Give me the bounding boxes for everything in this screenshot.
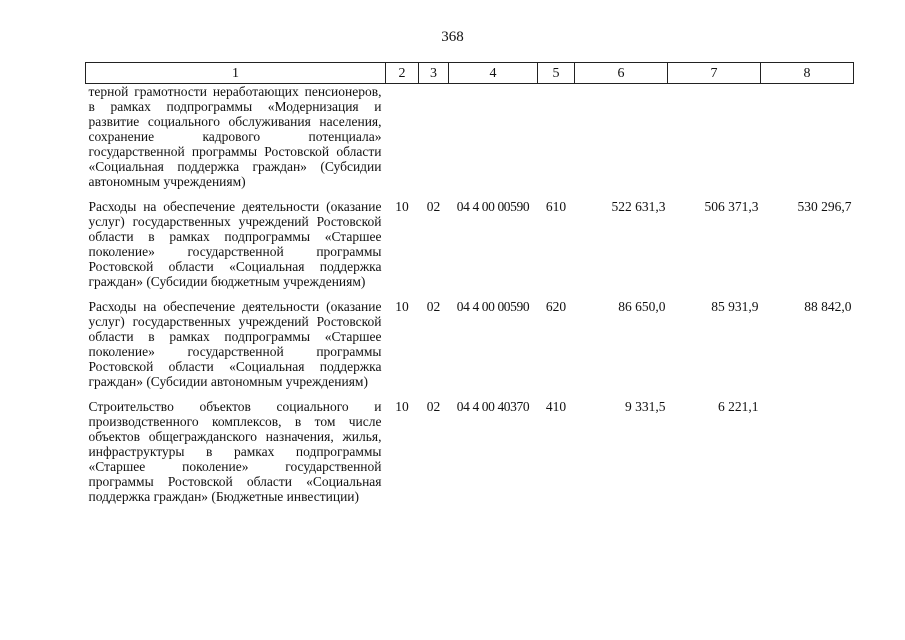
row-expense-type bbox=[538, 84, 575, 190]
row-section: 10 bbox=[395, 199, 409, 214]
row-target-code: 04 4 00 00590 bbox=[456, 199, 530, 214]
budget-table bbox=[85, 62, 854, 504]
row-amount-col6: 86 650,0 bbox=[618, 299, 666, 314]
row-target-code: 04 4 00 00590 bbox=[456, 299, 530, 314]
column-header-5: 5 bbox=[538, 63, 575, 84]
column-header-3: 3 bbox=[419, 63, 449, 84]
page-number: 368 bbox=[441, 29, 464, 45]
row-description: терной грамотности неработающих пенсионеров, в рамках подпрограммы «Модернизация и развитие социального обслуживания населения, сохранение кадрового потенциала» государственной программы Ростовской области «Социальная поддержка граждан» (Субсидии автономным учреждениям) bbox=[88, 84, 382, 189]
row-amount-col8 bbox=[761, 399, 854, 504]
row-description: Расходы на обеспечение деятельности (оказание услуг) государственных учреждений Ростовской области в рамках подпрограммы «Старшее поколение» государственной программы Ростовской области «Социальная поддержка граждан» (Субсидии бюджетным учреждениям) bbox=[88, 199, 382, 289]
row-subsection: 02 bbox=[426, 399, 441, 414]
row-amount-col6: 9 331,5 bbox=[625, 399, 666, 414]
table-row bbox=[86, 399, 854, 504]
row-target-code: 04 4 00 40370 bbox=[456, 399, 530, 414]
row-amount-col8: 88 842,0 bbox=[804, 299, 852, 314]
row-expense-type: 610 bbox=[545, 199, 567, 214]
row-amount-col6 bbox=[575, 84, 668, 190]
table-row bbox=[86, 84, 854, 190]
row-spacer bbox=[86, 389, 854, 399]
column-header-6: 6 bbox=[575, 63, 668, 84]
column-header-4: 4 bbox=[449, 63, 538, 84]
row-amount-col6: 522 631,3 bbox=[611, 199, 666, 214]
row-subsection bbox=[419, 84, 449, 190]
column-header-8: 8 bbox=[761, 63, 854, 84]
row-amount-col8: 530 296,7 bbox=[797, 199, 852, 214]
column-header-7: 7 bbox=[668, 63, 761, 84]
row-amount-col8 bbox=[761, 84, 854, 190]
table-header-row bbox=[86, 63, 854, 84]
row-target-code bbox=[449, 84, 538, 190]
row-spacer bbox=[86, 189, 854, 199]
row-section: 10 bbox=[395, 399, 409, 414]
row-section bbox=[386, 84, 419, 190]
table-row bbox=[86, 299, 854, 389]
row-description: Строительство объектов социального и производственного комплексов, в том числе объектов общегражданского назначения, жилья, инфраструктуры в рамках подпрограммы «Старшее поколение» государственной программы Ростовской области «Социальная поддержка граждан» (Бюджетные инвестиции) bbox=[88, 399, 382, 504]
row-expense-type: 410 bbox=[545, 399, 567, 414]
row-amount-col7 bbox=[668, 84, 761, 190]
row-amount-col7: 85 931,9 bbox=[711, 299, 759, 314]
table-row bbox=[86, 199, 854, 289]
row-description: Расходы на обеспечение деятельности (оказание услуг) государственных учреждений Ростовской области в рамках подпрограммы «Старшее поколение» государственной программы Ростовской области «Социальная поддержка граждан» (Субсидии автономным учреждениям) bbox=[88, 299, 382, 389]
row-section: 10 bbox=[395, 299, 409, 314]
row-subsection: 02 bbox=[426, 299, 441, 314]
row-expense-type: 620 bbox=[545, 299, 567, 314]
row-amount-col7: 506 371,3 bbox=[704, 199, 759, 214]
row-subsection: 02 bbox=[426, 199, 441, 214]
column-header-1: 1 bbox=[86, 63, 386, 84]
column-header-2: 2 bbox=[386, 63, 419, 84]
row-amount-col7: 6 221,1 bbox=[718, 399, 759, 414]
row-spacer bbox=[86, 289, 854, 299]
